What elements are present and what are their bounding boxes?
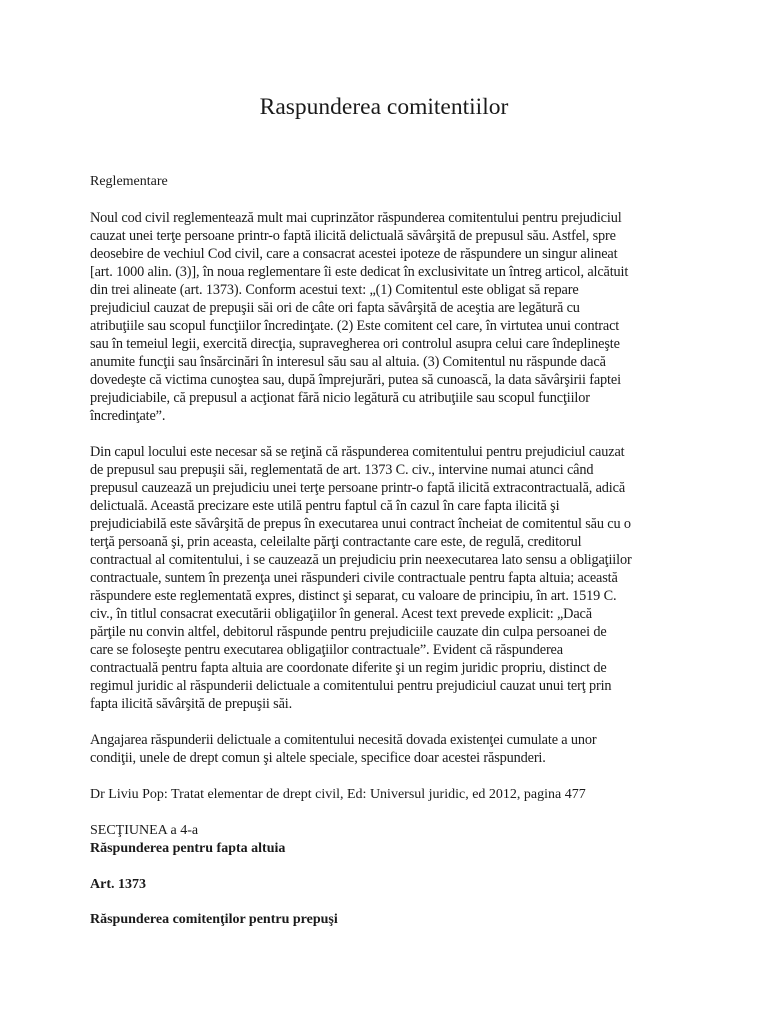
line: de prepusul sau prepuşii săi, reglementată de art. 1373 C. civ., intervine numai atunci când	[90, 462, 594, 478]
line: Angajarea răspunderii delictuale a comitentului necesită dovada existenţei cumulate a unor	[90, 732, 597, 748]
document-page	[90, 0, 690, 1024]
line: sau în temeiul legii, exercită direcţia, supravegherea ori controlul asupra celui care îndeplineşte	[90, 336, 620, 352]
line: contractuală pentru fapta altuia are coordonate diferite şi un regim juridic propriu, distinct de	[90, 660, 607, 676]
line: prejudiciabilă este săvârşită de prepus în executarea unui contract încheiat de comitentul său cu o	[90, 516, 631, 532]
line: prepusul cauzează un prejudiciu unei terţe persoane printr-o faptă ilicită extracontractuală, adică	[90, 480, 626, 496]
line: Noul cod civil reglementează mult mai cuprinzător răspunderea comitentului pentru prejudiciul	[90, 210, 622, 226]
line: deosebire de vechiul Cod civil, care a consacrat acestei ipoteze de răspundere un singur alineat	[90, 246, 618, 262]
section-heading-reglementare: Reglementare	[90, 174, 168, 189]
line: delictuală. Această precizare este utilă pentru faptul că în cazul în care fapta ilicită şi	[90, 498, 560, 514]
line: cauzat unei terţe persoane printr-o faptă ilicită delictuală săvârşită de prepusul său. Astfel, spre	[90, 228, 616, 244]
line: contractual al comitentului, i se cauzează un prejudiciu prin neexecutarea lato sensu a obligaţiilor	[90, 552, 632, 568]
line: fapta ilicită săvârşită de prepuşii săi.	[90, 696, 293, 712]
line: atribuţiile sau scopul funcţiilor încredinţate. (2) Este comitent cel care, în virtutea unui contract	[90, 318, 620, 334]
line: prejudiciul cauzat de prepuşii săi ori de câte ori fapta săvârşită de aceştia are legătură cu	[90, 300, 580, 316]
paragraph-2	[90, 443, 680, 713]
line: încredinţate”.	[90, 408, 166, 424]
line: civ., în titlul consacrat executării obligaţiilor în general. Acest text prevede explicit: „Dacă	[90, 606, 592, 622]
line: regimul juridic al răspunderii delictuale a comitentului pentru prejudiciul cauzat unui terţ prin	[90, 678, 612, 694]
article-number: Art. 1373	[90, 877, 146, 892]
section-title: Răspunderea pentru fapta altuia	[90, 841, 286, 856]
article-title: Răspunderea comitenţilor pentru prepuşi	[90, 912, 338, 927]
paragraph-1	[90, 209, 680, 425]
line: contractuale, suntem în prezenţa unei răspunderi civile contractuale pentru fapta altuia; această	[90, 570, 618, 586]
line: prejudiciabile, că prepusul a acţionat fără nicio legătură cu atribuţiile sau scopul funcţiilor	[90, 390, 590, 406]
body-paragraphs	[90, 209, 680, 785]
paragraph-3	[90, 731, 680, 767]
line: condiţii, unele de drept comun şi altele speciale, specifice doar acestei răspunderi.	[90, 750, 546, 766]
line: părţile nu convin altfel, debitorul răspunde pentru prejudiciile cauzate din culpa persoanei de	[90, 624, 607, 640]
document-title: Raspunderea comitentiilor	[259, 94, 509, 120]
line: [art. 1000 alin. (3)], în noua reglementare îi este dedicat în exclusivitate un întreg articol, alcătuit	[90, 264, 629, 280]
line: răspundere este reglementată expres, distinct şi separat, cu valoare de principiu, în art. 1519 C.	[90, 588, 617, 604]
section-header	[90, 822, 285, 858]
line: anumite funcţii sau însărcinări în interesul său sau al altuia. (3) Comitentul nu răspunde dacă	[90, 354, 606, 370]
line: Din capul locului este necesar să se reţină că răspunderea comitentului pentru prejudiciul cauzat	[90, 444, 625, 460]
line: terţă persoană şi, prin aceasta, celeilalte părţi contractante care este, de regulă, creditorul	[90, 534, 582, 550]
line: din trei alineate (art. 1373). Conform acestui text: „(1) Comitentul este obligat să repare	[90, 282, 579, 298]
line: care se foloseşte pentru executarea obligaţiilor contractuale”. Evident că răspunderea	[90, 642, 563, 658]
source-citation: Dr Liviu Pop: Tratat elementar de drept civil, Ed: Universul juridic, ed 2012, pagina 477	[90, 787, 586, 802]
section-label: SECŢIUNEA a 4-a	[90, 823, 199, 838]
line: dovedeşte că victima cunoştea sau, după împrejurări, putea să cunoască, la data săvârşirii faptei	[90, 372, 621, 388]
